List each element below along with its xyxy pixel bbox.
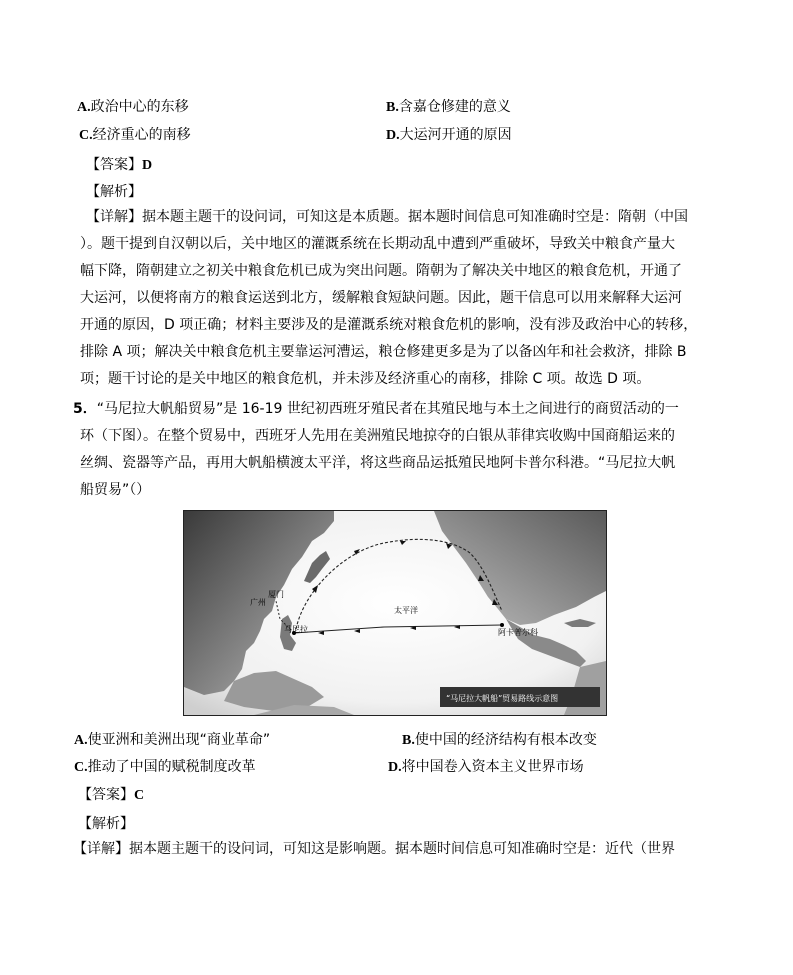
- option-letter: D.: [388, 760, 402, 775]
- q4-option-b: [386, 96, 511, 116]
- analysis-label: 【解析】: [86, 184, 142, 200]
- acapulco-port-marker: [500, 623, 504, 627]
- label-guangzhou: 广州: [250, 598, 266, 607]
- q5-detail-paragraph: [73, 836, 683, 863]
- detail-line: 【详解】据本题主题干的设问词，可知这是影响题。据本题时间信息可知准确时空是：近代（世界: [73, 841, 675, 857]
- option-letter: D.: [386, 128, 400, 143]
- option-letter: A.: [74, 733, 88, 748]
- q5-stem: [73, 396, 683, 504]
- detail-line: 开通的原因，D 项正确；材料主要涉及的是灌溉系统对粮食危机的影响，没有涉及政治中心的转移，: [80, 317, 698, 333]
- detail-line: 【详解】据本题主题干的设问词，可知这是本质题。据本题时间信息可知准确时空是：隋朝（中国: [86, 209, 688, 225]
- q5-stem-line: 丝绸、瓷器等产品，再用大帆船横渡太平洋，将这些商品运抵殖民地阿卡普尔科港。“马尼拉大帆: [80, 455, 676, 471]
- detail-line: 幅下降，隋朝建立之初关中粮食危机已成为突出问题。隋朝为了解决关中地区的粮食危机，开通了: [80, 263, 682, 279]
- map-caption: “马尼拉大帆船”贸易路线示意图: [446, 694, 559, 703]
- q5-stem-line: [73, 396, 683, 423]
- q4-option-c: [79, 124, 191, 144]
- detail-line: 排除 A 项；解决关中粮食危机主要靠运河漕运，粮仓修建更多是为了以备凶年和社会救济，排除 B: [80, 344, 687, 360]
- q5-analysis-label: [78, 813, 134, 833]
- option-text: 推动了中国的赋税制度改革: [87, 759, 256, 775]
- detail-line: ）。题干提到自汉朝以后，关中地区的灌溉系统在长期动乱中遭到严重破坏，导致关中粮食产量大: [80, 236, 675, 252]
- option-letter: B.: [402, 733, 415, 748]
- q5-stem-line: 船贸易”（）: [80, 482, 151, 498]
- q4-option-d: [386, 124, 512, 144]
- option-text: 含嘉仓修建的意义: [398, 99, 511, 115]
- q5-option-b: [402, 729, 597, 749]
- q4-analysis-label: [86, 181, 142, 201]
- option-letter: A.: [77, 100, 91, 115]
- answer-label: 【答案】: [86, 157, 142, 173]
- q4-answer: [86, 154, 152, 174]
- label-acapulco: 阿卡普尔科: [498, 628, 538, 637]
- option-text: 经济重心的南移: [92, 127, 191, 143]
- option-text: 使中国的经济结构有根本改变: [414, 732, 597, 748]
- option-letter: C.: [79, 128, 93, 143]
- question-number: 5．: [73, 401, 97, 417]
- label-pacific: 太平洋: [394, 606, 418, 615]
- option-letter: C.: [74, 760, 88, 775]
- answer-label: 【答案】: [78, 787, 134, 803]
- option-letter: B.: [386, 100, 399, 115]
- q5-option-a: [74, 729, 270, 749]
- q5-answer: [78, 784, 144, 804]
- analysis-label: 【解析】: [78, 816, 134, 832]
- trade-route-map: [183, 510, 607, 716]
- answer-value: D: [142, 158, 153, 173]
- q5-option-c: [74, 756, 256, 776]
- map-graphic: [184, 511, 606, 715]
- option-text: 将中国卷入资本主义世界市场: [401, 759, 584, 775]
- q5-stem-line: 环（下图）。在整个贸易中，西班牙人先用在美洲殖民地掠夺的白银从菲律宾收购中国商船运来的: [80, 428, 675, 444]
- q4-detail-paragraph: [80, 204, 698, 393]
- label-xiamen: 厦门: [268, 590, 284, 599]
- q5-option-d: [388, 756, 584, 776]
- stem-text: “马尼拉大帆船贸易”是 16-19 世纪初西班牙殖民者在其殖民地与本土之间进行的商贸活动的一: [96, 401, 679, 417]
- option-text: 政治中心的东移: [90, 99, 189, 115]
- detail-line: 大运河，以便将南方的粮食运送到北方，缓解粮食短缺问题。因此，题干信息可以用来解释大运河: [80, 290, 682, 306]
- detail-line: 项；题干讨论的是关中地区的粮食危机，并未涉及经济重心的南移，排除 C 项。故选 D 项。: [80, 371, 651, 387]
- label-manila: 马尼拉: [284, 625, 308, 634]
- option-text: 使亚洲和美洲出现“商业革命”: [87, 732, 271, 748]
- q4-option-a: [77, 96, 189, 116]
- option-text: 大运河开通的原因: [399, 127, 512, 143]
- answer-value: C: [134, 788, 145, 803]
